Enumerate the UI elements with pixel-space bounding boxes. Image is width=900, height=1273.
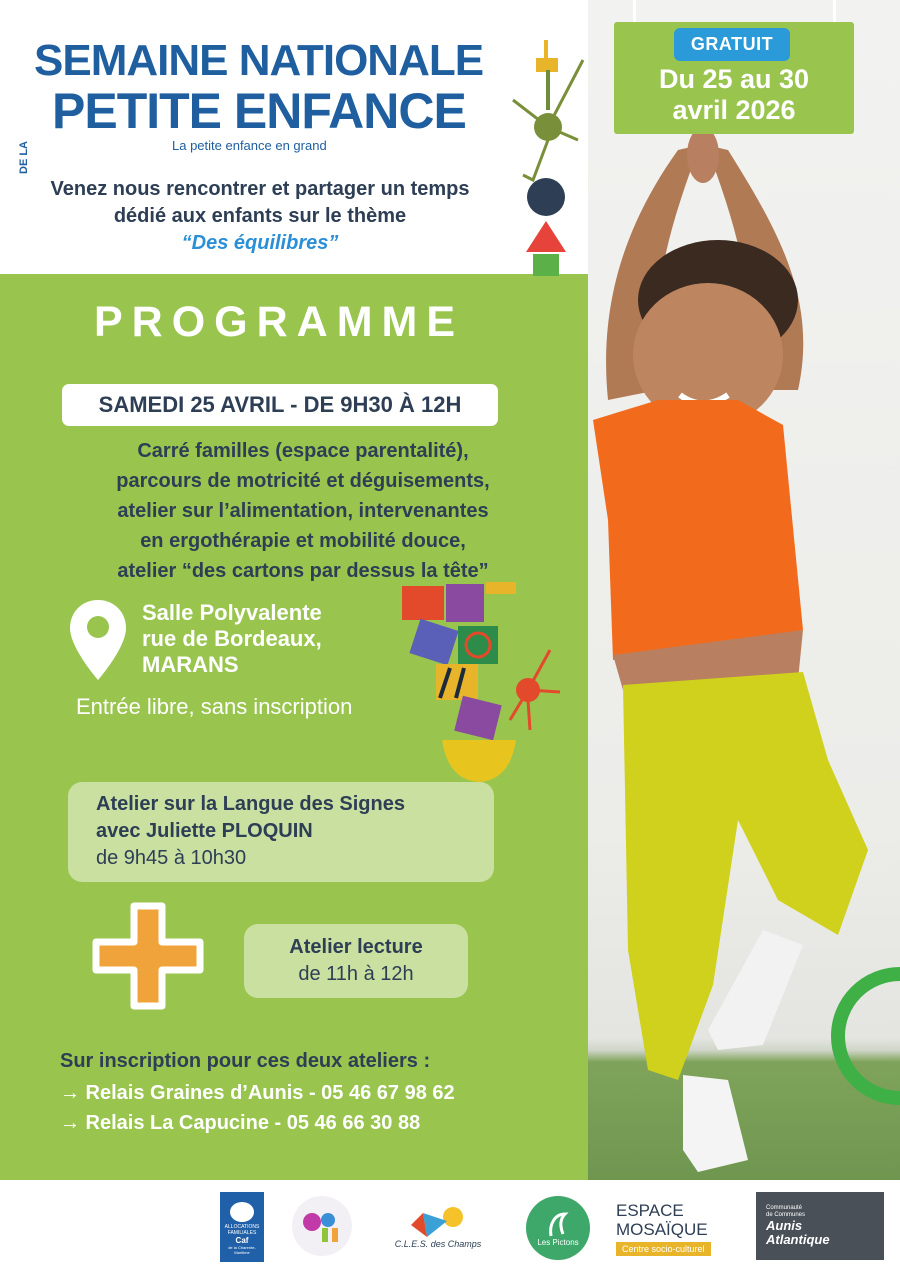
event-dates	[614, 64, 854, 126]
kite-sun-icon	[403, 1203, 473, 1239]
plus-icon	[92, 902, 204, 1010]
activity-line: atelier “des cartons par dessus la tête”	[117, 560, 489, 582]
caf-line1: ALLOCATIONS	[224, 1223, 260, 1230]
logo-de-la	[18, 130, 32, 174]
contact-line: → Relais Graines d’Aunis - 05 46 67 98 62	[60, 1082, 455, 1104]
bird-icon	[545, 1210, 571, 1238]
location-line3: MARANS	[142, 652, 239, 677]
stacked-cubes-decoration	[400, 580, 580, 790]
atelier-lecture-box	[244, 924, 468, 998]
mosaique-line1: ESPACE	[616, 1200, 684, 1220]
intro-theme: “Des équilibres”	[181, 232, 339, 254]
event-dates-line2: avril 2026	[672, 95, 796, 125]
entry-info: Entrée libre, sans inscription	[76, 694, 353, 719]
mosaique-line3: Centre socio-culturel	[616, 1242, 711, 1256]
aunis-line2: de Communes	[766, 1212, 806, 1218]
programme-title: PROGRAMME	[93, 298, 465, 346]
logo-title-line2: PETITE ENFANCE	[52, 83, 466, 139]
caf-logo	[220, 1192, 264, 1262]
programme-date: SAMEDI 25 AVRIL - DE 9H30 À 12H	[62, 384, 498, 426]
aunis-line1: Communauté	[766, 1205, 803, 1211]
aunis-line3: Aunis	[766, 1218, 803, 1233]
caf-line5: Maritime	[234, 1249, 250, 1255]
caf-line2: FAMILIALES	[227, 1229, 257, 1236]
child-photo	[588, 0, 900, 1180]
location-line2: rue de Bordeaux,	[142, 626, 322, 651]
gratuit-badge: GRATUIT	[674, 28, 790, 61]
aunis-atlantique-logo	[756, 1192, 884, 1260]
pictons-logo	[526, 1196, 590, 1260]
atelier-lsf-title: Atelier sur la Langue des Signes	[96, 793, 405, 815]
cles-des-champs-logo	[372, 1198, 504, 1254]
atelier-lsf-presenter: avec Juliette PLOQUIN	[96, 820, 313, 842]
contact-line: → Relais La Capucine - 05 46 66 30 88	[60, 1112, 421, 1134]
activity-line: Carré familles (espace parentalité),	[137, 440, 469, 462]
location-address	[142, 600, 322, 678]
intro-text	[40, 176, 480, 257]
activities-list	[20, 436, 586, 586]
caf-line4: de la Charente-	[228, 1244, 256, 1250]
caf-emblem-icon	[230, 1202, 254, 1222]
atelier-lecture-title: Atelier lecture	[289, 936, 423, 958]
location-line1: Salle Polyvalente	[142, 600, 322, 625]
child-balancing-illustration	[588, 0, 900, 1180]
caf-line3: Caf	[235, 1235, 249, 1245]
activity-line: atelier sur l’alimentation, intervenantes	[117, 500, 489, 522]
logo-de-la-text: DE LA	[18, 141, 30, 174]
pictons-label: Les Pictons	[537, 1237, 579, 1247]
location-pin-icon	[68, 598, 128, 682]
espace-mosaique-logo	[616, 1198, 738, 1258]
logo-title-line1: SEMAINE NATIONALE	[34, 36, 484, 85]
mosaique-line2: MOSAÏQUE	[616, 1219, 708, 1239]
balancing-shapes-decoration	[508, 30, 588, 276]
cles-label: C.L.E.S. des Champs	[394, 1239, 482, 1249]
activity-line: en ergothérapie et mobilité douce,	[140, 530, 466, 552]
activity-line: parcours de motricité et déguisements,	[116, 470, 490, 492]
rpe-logo	[292, 1196, 352, 1256]
intro-main: Venez nous rencontrer et partager un temps dédié aux enfants sur le thème	[50, 178, 470, 227]
atelier-lsf-box	[68, 782, 494, 882]
logo-tagline: La petite enfance en grand	[172, 138, 327, 153]
atelier-lsf-time: de 9h45 à 10h30	[96, 847, 247, 869]
aunis-line4: Atlantique	[766, 1232, 830, 1247]
atelier-lecture-time: de 11h à 12h	[298, 963, 414, 985]
rpe-logo-icon	[300, 1206, 344, 1246]
inscription-title: Sur inscription pour ces deux ateliers :	[60, 1050, 431, 1072]
event-dates-line1: Du 25 au 30	[658, 64, 810, 94]
